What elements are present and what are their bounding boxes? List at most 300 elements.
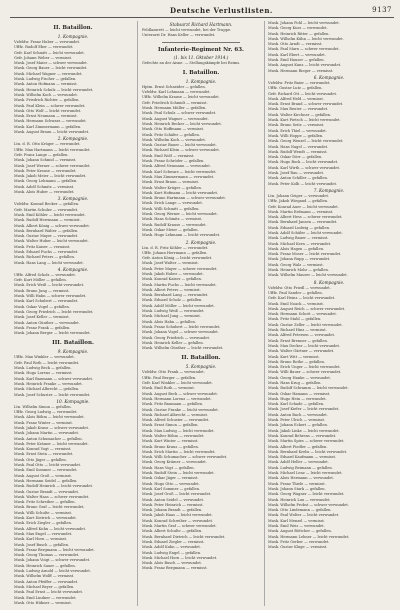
section-heading: III. Bataillon. bbox=[52, 340, 94, 347]
casualty-entry: Musk. Heinrich Lux — verwundet. bbox=[268, 497, 331, 502]
casualty-entry: Ufffz. Gustav Lutz — gefallen. bbox=[268, 86, 323, 91]
casualty-entry: Musk. Josef Kiefer — leicht verwundet. bbox=[268, 407, 340, 412]
section-heading: II. Bataillon. bbox=[53, 25, 93, 31]
casualty-entry: Musk. Max Reuter — verwundet. bbox=[268, 107, 329, 112]
casualty-entry: Musk. Wilhelm Wolff — vermisst. bbox=[14, 574, 75, 579]
casualty-entry: Musk. Georg Thomas — verwundet. bbox=[14, 553, 80, 558]
casualty-entry: Musk. Adolf Möller — leicht verwundet. bbox=[142, 303, 215, 308]
casualty-entry: Musk. Georg Walz — vermisst. bbox=[268, 262, 324, 267]
casualty-entry: Musk. Emil Noack — vermisst. bbox=[268, 301, 324, 306]
casualty-entry: Musk. Franz Schröder — gefallen. bbox=[142, 159, 205, 164]
casualty-entry: Musk. Erich Lange — verwundet. bbox=[142, 201, 204, 206]
casualty-entry: Musk. Karl Schubert — verwundet. bbox=[14, 299, 79, 304]
casualty-entry: Musk. Georg Bauer — leicht verwundet. bbox=[14, 66, 88, 71]
casualty-entry: Musk. Anton Schiller — gefallen. bbox=[268, 176, 329, 181]
casualty-entry: Musk. Hans Vogt — gefallen. bbox=[142, 465, 195, 470]
casualty-entry: Musk. Alois Huber — verwundet. bbox=[14, 190, 75, 195]
casualty-entry: Musk. Anton Hofmann — vermisst. bbox=[14, 82, 78, 87]
casualty-entry: Musk. Georg Wenzel — leicht verwundet. bbox=[268, 139, 344, 144]
casualty-entry: Musk. Gustav Kluge — vermisst. bbox=[268, 545, 328, 550]
casualty-entry: Musk. Peter Ulrich — vermisst. bbox=[268, 418, 326, 423]
casualty-entry: Musk. Josef Werner — schwer verwundet. bbox=[14, 163, 91, 168]
casualty-entry: Musk. Ludwig Fischer — gefallen. bbox=[14, 77, 77, 82]
casualty-entry: Musk. Hermann Schott — verwundet. bbox=[268, 312, 337, 317]
casualty-entry: Musk. Johann Voigt — schwer verwundet. bbox=[14, 558, 91, 563]
casualty-entry: Musk. Michael Jung — vermisst. bbox=[142, 314, 201, 319]
casualty-entry: Musk. Peter Heinrich — vermisst. bbox=[142, 502, 204, 507]
casualty-entry: Musk. August Groß — vermisst. bbox=[14, 473, 72, 478]
casualty-entry: Musk. Franz Frank — gefallen. bbox=[14, 325, 71, 330]
casualty-entry: Musk. Max Zimmermann — verwundet. bbox=[142, 174, 215, 179]
casualty-entry: Musk. Konrad Vogt — vermisst. bbox=[14, 447, 72, 452]
casualty-entry: Musk. Karl Schade — gefallen. bbox=[268, 402, 325, 407]
casualty-entry: Unterarzt Dr. Hans Keller — verwundet. bbox=[142, 33, 216, 38]
section-heading: (1. bis 11. Oktober 1914.) bbox=[173, 54, 229, 60]
casualty-entry: Musk. Oskar Meier — gefallen. bbox=[142, 227, 199, 232]
regiment-heading: Infanterie-Regiment Nr. 63. bbox=[158, 46, 244, 53]
casualty-entry: Musk. Ernst Brand — schwer verwundet. bbox=[268, 102, 344, 107]
casualty-entry: Musk. August Wagner — verwundet. bbox=[142, 116, 209, 121]
casualty-entry: Musk. Anton Pfeiffer — verwundet. bbox=[14, 579, 79, 584]
casualty-entry: Musk. Ludwig Arnold — leicht verwundet. bbox=[14, 569, 92, 574]
casualty-entry: Musk. Wilhelm Maurer — leicht verwundet. bbox=[268, 273, 348, 278]
casualty-entry: Musk. Franz Bergmann — vermisst. bbox=[142, 566, 208, 571]
text-column-3 bbox=[268, 21, 390, 606]
casualty-entry: Musk. Rudolf Stein — leicht verwundet. bbox=[142, 471, 215, 476]
casualty-entry: Musk. August Kunz — leicht verwundet. bbox=[268, 63, 342, 68]
casualty-entry: Musk. Johann Vogel — schwer verwundet. bbox=[142, 330, 219, 335]
section-divider bbox=[162, 42, 240, 43]
casualty-entry: Musk. Franz Thiele — vermisst. bbox=[268, 481, 326, 486]
casualty-entry: Musk. Rudolf Wendt — vermisst. bbox=[268, 149, 328, 154]
casualty-entry: Musk. Richard Klein — schwer verwundet. bbox=[142, 148, 220, 153]
casualty-entry: Musk. Alfred Schuster — verwundet. bbox=[142, 418, 210, 423]
casualty-entry: Musk. Adolf Kuhn — verwundet. bbox=[142, 545, 202, 550]
casualty-entry: Musk. Wilhelm Koch — verwundet. bbox=[14, 92, 78, 97]
casualty-entry: Musk. Hermann Lehner — leicht verwundet. bbox=[268, 534, 350, 539]
casualty-entry: Musk. Kurt Dietrich — verwundet. bbox=[14, 516, 77, 521]
casualty-entry: Musk. Jakob Meier — leicht verwundet. bbox=[14, 174, 87, 179]
casualty-entry: Musk. Hermann Schwarz — verwundet. bbox=[14, 119, 87, 124]
casualty-entry: Musk. Ludwig Weiß — verwundet. bbox=[142, 309, 205, 314]
section-heading: 7. Kompagnie. bbox=[313, 187, 345, 193]
casualty-entry: Vzfeldw. Karl Lehmann — verwundet. bbox=[142, 90, 211, 95]
casualty-entry: Musk. Adolf Schmitz — vermisst. bbox=[14, 184, 75, 189]
header-rule bbox=[10, 17, 394, 18]
casualty-entry: Musk. Josef Keller — vermisst. bbox=[14, 315, 70, 320]
casualty-entry: Musk. Richard Albrecht — vermisst. bbox=[142, 412, 209, 417]
casualty-entry: Musk. Wilhelm Günther — leicht verwundet. bbox=[142, 346, 224, 351]
casualty-entry: Musk. Bruno Rothe — gefallen. bbox=[268, 359, 326, 364]
casualty-entry: Vzfeldw. Franz Huber — verwundet. bbox=[14, 40, 81, 44]
casualty-entry: Musk. Georg Wagner — leicht verwundet. bbox=[268, 492, 345, 497]
section-heading: II. Bataillon. bbox=[181, 355, 221, 362]
casualty-entry: Musk. Alfred Petersen — verwundet. bbox=[268, 333, 336, 338]
casualty-entry: Musk. Oskar Hamann — vermisst. bbox=[268, 391, 331, 396]
casualty-entry: Musk. Peter Krause — verwundet. bbox=[14, 168, 77, 173]
column-divider bbox=[264, 21, 265, 606]
casualty-entry: Musk. Ludwig Beck — gefallen. bbox=[14, 366, 72, 371]
casualty-entry: Musk. Fritz Baumann — gefallen. bbox=[142, 402, 204, 407]
text-column-2 bbox=[142, 21, 260, 606]
casualty-entry: Musk. Emil Hauser — gefallen. bbox=[268, 58, 325, 63]
casualty-entry: Musk. Ludwig Reimann — gefallen. bbox=[268, 465, 333, 470]
casualty-entry: Musk. Bernhard Walter — gefallen. bbox=[14, 228, 79, 233]
casualty-entry: Musk. Willi Schulte — vermisst. bbox=[14, 510, 73, 515]
casualty-entry: Musk. August Böttcher — gefallen. bbox=[268, 529, 332, 534]
casualty-entry: Musk. Franz Schubert — leicht verwundet. bbox=[142, 324, 221, 329]
casualty-entry: Gefr. Konrad Auer — leicht verwundet. bbox=[268, 204, 339, 209]
casualty-entry: Musk. Josef Groß — leicht verwundet. bbox=[142, 492, 212, 497]
casualty-entry: Musk. Eduard Scholz — gefallen. bbox=[142, 298, 203, 303]
casualty-entry: Musk. Ludwig Engel — gefallen. bbox=[142, 550, 202, 555]
casualty-entry: Musk. Bruno Hartmann — schwer verwundet. bbox=[142, 196, 226, 201]
casualty-entry: Musk. Willi Schumacher — schwer verwundet. bbox=[142, 455, 228, 460]
casualty-entry: Musk. Willi Schmitt — gefallen. bbox=[142, 206, 200, 211]
casualty-entry: Musk. Peter Kolb — leicht verwundet. bbox=[268, 181, 338, 186]
casualty-entry: Musk. Eduard Kaufmann — vermisst. bbox=[268, 455, 337, 460]
casualty-entry: Musk. Josef Walter — vermisst. bbox=[142, 261, 199, 266]
casualty-entry: Musk. Adolf Heller — verwundet. bbox=[268, 460, 329, 465]
casualty-entry: Musk. Heinrich Franke — verwundet. bbox=[14, 381, 83, 386]
casualty-entry: Ufffz. Alfred Scholz — verwundet. bbox=[14, 272, 76, 277]
casualty-entry: Gefr. Johann Weber — vermisst. bbox=[14, 55, 73, 60]
casualty-entry: Feldlazarett — leicht verwundet, bei der Truppe. bbox=[142, 28, 232, 32]
casualty-entry: Musk. August Beck — schwer verwundet. bbox=[142, 391, 218, 396]
casualty-entry: Musk. Martin Graf — schwer verwundet. bbox=[142, 524, 217, 529]
casualty-entry: Musk. Otto Hübner — vermisst. bbox=[14, 600, 72, 605]
casualty-entry: Musk. Franz Winter — vermisst. bbox=[14, 420, 73, 425]
casualty-entry: Ufffz. Georg Ludwig — verwundet. bbox=[14, 410, 78, 415]
casualty-entry: Musk. Martin Fuchs — leicht verwundet. bbox=[142, 282, 217, 287]
casualty-entry: Musk. Bruno Seitz — vermisst. bbox=[268, 123, 325, 128]
casualty-entry: Musk. Jakob Haas — leicht verwundet. bbox=[142, 513, 213, 518]
page-header bbox=[10, 4, 392, 18]
casualty-entry: Musk. Erich Thiel — verwundet. bbox=[268, 128, 327, 133]
casualty-entry: Musk. Alfred Neumann — verwundet. bbox=[142, 164, 211, 169]
page-number: 9137 bbox=[372, 6, 392, 14]
casualty-entry: Musk. Bruno Kraus — gefallen. bbox=[142, 444, 199, 449]
casualty-entry: Musk. Emil Roth — vermisst. bbox=[142, 386, 195, 391]
casualty-entry: Gefr. Kurt Möller — gefallen. bbox=[14, 278, 67, 283]
casualty-entry: Gefr. Karl Winkler — leicht verwundet. bbox=[142, 381, 213, 386]
casualty-entry: Gefr. Paul Roth — leicht verwundet. bbox=[14, 360, 80, 365]
casualty-entry: Gefr. Karl Heinz — leicht verwundet. bbox=[268, 296, 336, 301]
casualty-entry: Musk. Hermann Rieger — vermisst. bbox=[268, 68, 334, 73]
casualty-entry: Musk. Fritz Schäfer — gefallen. bbox=[142, 132, 200, 137]
casualty-entry: Musk. Alois Böhm — leicht verwundet. bbox=[14, 415, 85, 420]
casualty-entry: Musk. Johann Pohl — leicht verwundet. bbox=[268, 21, 340, 25]
casualty-entry: Musk. Hermann Seidel — gefallen. bbox=[14, 478, 78, 483]
column-divider bbox=[137, 21, 138, 606]
casualty-entry: Musk. Hugo Lorenz — vermisst. bbox=[14, 371, 73, 376]
casualty-entry: Musk. Richard Hinz — vermisst. bbox=[268, 328, 327, 333]
casualty-entry: Musk. Erich Unger — leicht verwundet. bbox=[268, 365, 341, 370]
casualty-entry: Ufffz. Max Hartmann — leicht verwundet. bbox=[14, 147, 91, 152]
casualty-entry: Musk. Hans Nagel — verwundet. bbox=[268, 144, 329, 149]
casualty-entry: Ltn. d. R. Fritz Köhler — verwundet. bbox=[142, 245, 209, 250]
casualty-entry: Musk. Wilhelm Kühn — leicht verwundet. bbox=[268, 36, 344, 41]
casualty-entry: Musk. Alois Hermann — verwundet. bbox=[268, 476, 334, 481]
casualty-entry: Musk. Rudolf Krause — verwundet. bbox=[142, 222, 207, 227]
casualty-entry: Musk. Hugo Bock — leicht verwundet. bbox=[268, 160, 339, 165]
casualty-entry: Gefr. Martin Schulze — verwundet. bbox=[14, 207, 79, 212]
casualty-entry: Musk. Wilhelm Probst — schwer verwundet. bbox=[268, 502, 349, 507]
section-heading: 2. Kompagnie. bbox=[57, 136, 89, 142]
casualty-entry: Musk. Otto Arndt — vermisst. bbox=[268, 42, 323, 47]
casualty-entry: Musk. Michael Wagner — verwundet. bbox=[14, 71, 83, 76]
casualty-entry: Musk. Rudolf Heinrich — leicht verwundet. bbox=[14, 484, 94, 489]
casualty-entry: Musk. Paul Ernst — leicht verwundet. bbox=[14, 590, 84, 595]
section-heading: 1. Kompagnie. bbox=[57, 34, 89, 39]
casualty-entry: Ufffz. Johann Herrmann — gefallen. bbox=[142, 250, 208, 255]
casualty-entry: Musk. Karl Schwarz — leicht verwundet. bbox=[142, 169, 217, 174]
casualty-entry: Hptm. Ernst Schneider — gefallen. bbox=[142, 84, 206, 89]
casualty-entry: Musk. Hans Lang — leicht verwundet. bbox=[14, 260, 84, 265]
casualty-entry: Musk. Albert König — schwer verwundet. bbox=[14, 223, 91, 228]
casualty-entry: Musk. Martin Erdmann — vermisst. bbox=[268, 209, 334, 214]
casualty-entry: Musk. Hans Krug — gefallen. bbox=[268, 381, 322, 385]
casualty-entry: Musk. Peter Mayer — schwer verwundet. bbox=[142, 266, 218, 271]
casualty-entry: Musk. Martin Spies — schwer verwundet. bbox=[268, 439, 345, 444]
casualty-entry: Musk. Anton Schumacher — gefallen. bbox=[14, 436, 83, 441]
casualty-entry: Musk. Karl Wirth — schwer verwundet. bbox=[268, 165, 341, 170]
section-heading: 5. Kompagnie. bbox=[185, 364, 217, 370]
casualty-entry: Musk. Ernst Stein — verwundet. bbox=[14, 452, 74, 457]
casualty-entry: Musk. Alois Hagen — gefallen. bbox=[268, 246, 325, 251]
casualty-entry: Musk. Friedrich Richter — gefallen. bbox=[14, 98, 80, 103]
casualty-entry: Musk. Fritz Kaiser — vermisst. bbox=[14, 244, 71, 249]
casualty-entry: Musk. Karl Baumann — schwer verwundet. bbox=[14, 376, 94, 381]
casualty-entry: Musk. Adolf Schüler — leicht verwundet. bbox=[268, 230, 343, 235]
casualty-entry: Musk. Michael Beyer — gefallen. bbox=[14, 584, 75, 589]
casualty-entry: Musk. Hermann Müller — gefallen. bbox=[142, 106, 207, 111]
casualty-entry: Ufffz. Jakob Wiegand — gefallen. bbox=[268, 199, 329, 204]
casualty-entry: Musk. Johann Brandt — gefallen. bbox=[142, 508, 203, 513]
casualty-entry: Musk. Josef Maier — schwer verwundet. bbox=[14, 61, 88, 66]
section-heading: 3. Kompagnie. bbox=[57, 196, 89, 202]
casualty-entry: Musk. Michael Horn — leicht verwundet. bbox=[142, 555, 218, 560]
casualty-entry: Musk. Otto Lindemann — gefallen. bbox=[268, 508, 332, 513]
casualty-entry: Musk. Hermann Lorenz — verwundet. bbox=[142, 396, 212, 401]
casualty-entry: Vzfeldw. Fritz Baier — verwundet. bbox=[268, 80, 331, 85]
section-heading: 10. Kompagnie. bbox=[56, 398, 90, 404]
casualty-entry: Musk. Max Decker — leicht verwundet. bbox=[268, 343, 341, 348]
casualty-entry: Musk. Walter Böhm — verwundet. bbox=[142, 434, 205, 438]
casualty-entry: Musk. Georg Krämer — verwundet. bbox=[142, 460, 207, 465]
casualty-entry: Musk. Albert Hess — schwer verwundet. bbox=[268, 215, 343, 220]
casualty-entry: Musk. Bruno Graf — leicht verwundet. bbox=[14, 505, 85, 510]
casualty-entry: Musk. Georg Hanke — verwundet. bbox=[268, 375, 331, 380]
section-heading: 4. Kompagnie. bbox=[57, 266, 89, 272]
casualty-entry: Musk. Hugo Hein — verwundet. bbox=[268, 396, 327, 401]
section-heading: I. Bataillon. bbox=[182, 69, 220, 76]
casualty-entry: Musk. Ernst Simon — gefallen. bbox=[142, 423, 199, 428]
casualty-entry: Musk. Richard Peters — gefallen. bbox=[14, 255, 75, 260]
casualty-entry: Musk. Bernhard Krebs — leicht verwundet. bbox=[268, 449, 348, 454]
casualty-entry: Vzfeldw. Konrad Becker — gefallen. bbox=[14, 202, 80, 207]
casualty-entry: Musk. Johann Martin — verwundet. bbox=[14, 431, 80, 436]
casualty-entry: Musk. Emil Lindner — verwundet. bbox=[14, 595, 77, 600]
casualty-entry: Musk. Kurt Hofmann — leicht verwundet. bbox=[142, 190, 219, 195]
casualty-entry: Musk. Wilhelm Koch — verwundet. bbox=[142, 137, 206, 142]
casualty-entry: Musk. Oskar Jäger — vermisst. bbox=[142, 476, 199, 481]
casualty-entry: Musk. Bruno Jung — vermisst. bbox=[14, 288, 70, 293]
casualty-entry: Musk. Heinrich Mohr — gefallen. bbox=[268, 268, 329, 273]
casualty-entry: Musk. Franz Bergmann — leicht verwundet. bbox=[14, 547, 95, 552]
casualty-entry: Gefr. Richard Ott — leicht verwundet. bbox=[268, 91, 338, 96]
casualty-entry: Vzfeldw. Otto Frank — verwundet. bbox=[142, 370, 205, 375]
casualty-entry: Ltn. Johann Geiger — verwundet. bbox=[268, 193, 330, 198]
section-heading: 9. Kompagnie. bbox=[57, 349, 89, 355]
casualty-entry: Musk. Bernhard Dietrich — leicht verwundet. bbox=[142, 534, 226, 539]
casualty-entry: Musk. Paul Schulz — schwer verwundet. bbox=[142, 111, 217, 116]
casualty-entry: Musk. Willi Bauer — schwer verwundet. bbox=[268, 370, 342, 375]
casualty-entry: Musk. Willi Hoppe — gefallen. bbox=[268, 133, 324, 138]
casualty-entry: Musk. Alfred Kuhn — leicht verwundet. bbox=[14, 526, 87, 531]
casualty-entry: Musk. Gustav Mayer — verwundet. bbox=[14, 234, 79, 239]
section-heading: 6. Kompagnie. bbox=[313, 74, 345, 80]
section-heading: 1. Kompagnie. bbox=[185, 78, 217, 84]
casualty-entry: Musk. Karl Ebert — verwundet. bbox=[268, 52, 326, 57]
casualty-entry: Musk. Ernst Braun — vermisst. bbox=[142, 180, 200, 185]
section-heading: Stabsarzt Richard Hartmann. bbox=[169, 22, 233, 27]
casualty-entry: Musk. Eduard Ziegler — vermisst. bbox=[142, 539, 205, 544]
casualty-entry: Musk. Jakob Huber — verwundet. bbox=[142, 271, 204, 276]
casualty-entry: Musk. Alfred Held — vermisst. bbox=[268, 96, 324, 101]
casualty-entry: Musk. Walter Krüger — gefallen. bbox=[142, 185, 202, 190]
casualty-entry: Musk. Ernst Neumann — vermisst. bbox=[14, 114, 78, 119]
casualty-entry: Musk. Ludwig Bauer — vermisst. bbox=[268, 236, 329, 241]
casualty-entry: Musk. Ernst Brenner — gefallen. bbox=[268, 338, 329, 343]
casualty-entry: Musk. Konrad Kaiser — gefallen. bbox=[142, 277, 202, 282]
casualty-entry: Musk. Anton Seidel — verwundet. bbox=[142, 497, 205, 502]
casualty-entry: Musk. Michael Lenz — leicht verwundet. bbox=[268, 471, 343, 476]
casualty-entry: Musk. Jakob Linke — leicht verwundet. bbox=[268, 428, 340, 433]
casualty-entry: Musk. Heinrich Keller — gefallen. bbox=[142, 340, 204, 345]
casualty-entry: Musk. Hugo Lehmann — leicht verwundet. bbox=[142, 233, 221, 238]
casualty-entry: Musk. Johann Eckert — gefallen. bbox=[268, 423, 328, 428]
casualty-entry: Gefr. Friedrich Schmidt — vermisst. bbox=[142, 100, 208, 105]
casualty-entry: Musk. Hans Schmitz — vermisst. bbox=[142, 217, 203, 222]
casualty-entry: Gefr. Franz Lange — gefallen. bbox=[14, 152, 69, 157]
casualty-entry: Musk. Paul Wolter — leicht verwundet. bbox=[268, 513, 340, 518]
casualty-entry: Musk. Erich Ziegler — gefallen. bbox=[14, 521, 72, 526]
casualty-entry: Musk. Otto Jäger — gefallen. bbox=[14, 457, 67, 462]
casualty-entry: Musk. Kurt Witt — vermisst. bbox=[268, 354, 320, 359]
casualty-entry: Ufffz. Rudolf Eber — verwundet. bbox=[14, 45, 74, 50]
casualty-entry: Musk. Josef Rau — verwundet. bbox=[268, 171, 325, 176]
casualty-entry: Musk. Alois Busch — verwundet. bbox=[142, 561, 202, 566]
casualty-entry: Ltn. d. R. Otto Krüger — verwundet. bbox=[14, 142, 81, 147]
casualty-entry: Musk. Franz Moser — leicht verwundet. bbox=[268, 252, 342, 257]
casualty-entry: Ufffz. Paul Sander — gefallen. bbox=[268, 290, 323, 295]
casualty-entry: Musk. August Reich — schwer verwundet. bbox=[268, 306, 346, 311]
casualty-entry: Musk. Gustav Bauer — leicht verwundet. bbox=[142, 143, 217, 148]
section-heading: 8. Kompagnie. bbox=[313, 279, 345, 285]
casualty-entry: Musk. Fritz Stahl — gefallen. bbox=[268, 317, 322, 322]
casualty-entry: Musk. Peter Krämer — leicht verwundet. bbox=[14, 441, 89, 446]
casualty-entry: Musk. Bernhard Lang — verwundet. bbox=[142, 293, 209, 298]
casualty-entry: Musk. Otto Wolf — leicht verwundet. bbox=[14, 108, 82, 113]
casualty-entry: Musk. Kurt Pietsch — leicht verwundet. bbox=[268, 118, 341, 123]
casualty-entry: Musk. Karl Zimmermann — gefallen. bbox=[14, 124, 82, 129]
casualty-entry: Musk. Gustav Franke — leicht verwundet. bbox=[142, 407, 219, 412]
casualty-entry: Musk. Albert Fiedler — gefallen. bbox=[268, 444, 328, 449]
casualty-entry: Musk. Fritz Gerber — verwundet. bbox=[268, 539, 330, 544]
casualty-entry: Musk. Josef Schuster — leicht verwundet. bbox=[14, 392, 91, 397]
casualty-entry: Musk. Willi Hahn — schwer verwundet. bbox=[14, 294, 87, 299]
casualty-entry: Musk. Max Engel — verwundet. bbox=[14, 531, 73, 536]
casualty-entry: Musk. Georg Friedrich — verwundet. bbox=[142, 335, 211, 340]
text-column-1 bbox=[14, 21, 132, 606]
casualty-entry: Musk. Georg Friedrich — leicht verwundet. bbox=[14, 309, 94, 314]
casualty-entry: Musk. Walter Gärtner — verwundet. bbox=[268, 349, 335, 354]
casualty-entry: Musk. Konrad Behrens — verwundet. bbox=[268, 433, 337, 438]
casualty-entry: Musk. Karl Menzel — vermisst. bbox=[268, 518, 326, 523]
casualty-entry: Musk. Gustav Zeller — leicht verwundet. bbox=[268, 322, 343, 327]
casualty-entry: Musk. Emil Sommer — verwundet. bbox=[14, 468, 78, 473]
casualty-entry: Musk. Emil Wolf — vermisst. bbox=[142, 153, 195, 158]
casualty-entry: Musk. Otto Hoffmann — vermisst. bbox=[142, 127, 205, 132]
casualty-entry: Musk. Paul Otto — leicht verwundet. bbox=[14, 463, 82, 468]
casualty-entry: Musk. Johann Berger — leicht verwundet. bbox=[14, 331, 91, 336]
casualty-entry: Musk. Paul Marx — schwer verwundet. bbox=[268, 47, 340, 52]
casualty-entry: Musk. Hugo Otto — verwundet. bbox=[142, 481, 200, 486]
casualty-entry: Musk. Jakob Kraus — schwer verwundet. bbox=[14, 426, 90, 430]
casualty-entry: Musk. Erich Weiß — leicht verwundet. bbox=[14, 283, 85, 288]
casualty-entry: Musk. Erich Martin — leicht verwundet. bbox=[142, 449, 216, 454]
casualty-entry: Musk. Emil Köhler — leicht verwundet. bbox=[14, 212, 86, 217]
casualty-entry: Musk. Heinrich Ritter — gefallen. bbox=[268, 31, 330, 36]
casualty-entry: Gefechte an der Aisne. — Stellungskämpfe bei Reims. bbox=[142, 60, 241, 65]
casualty-entry: Gefr. Karl Schmitt — leicht verwundet. bbox=[14, 50, 85, 55]
section-heading: 2. Kompagnie. bbox=[185, 239, 217, 245]
casualty-entry: Musk. Konrad Schreiber — verwundet. bbox=[142, 518, 214, 523]
casualty-entry: Musk. Rudolf Schramm — leicht verwundet. bbox=[268, 386, 349, 391]
casualty-entry: Musk. Paul Klein — schwer verwundet. bbox=[14, 103, 86, 108]
casualty-entry: Ufffz. Paul Berger — gefallen. bbox=[142, 375, 197, 380]
casualty-entry: Musk. Albert Peters — vermisst. bbox=[142, 287, 201, 292]
casualty-entry: Musk. Emil Weis — verwundet. bbox=[268, 524, 325, 529]
casualty-entry: Ufffz. Wilhelm Krause — leicht verwundet. bbox=[142, 95, 220, 100]
casualty-entry: Musk. Josef Busch — gefallen. bbox=[14, 542, 70, 547]
casualty-entry: Musk. Georg Kurz — verwundet. bbox=[268, 26, 328, 31]
casualty-entry: Musk. Rudolf Herrmann — vermisst. bbox=[14, 218, 81, 223]
casualty-entry: Musk. Karl Horn — vermisst. bbox=[14, 537, 68, 542]
page-title: Deutsche Verlustlisten. bbox=[170, 6, 273, 15]
casualty-entry: Musk. Johann Stark — gefallen. bbox=[268, 486, 326, 491]
casualty-entry: Musk. Georg Lehmann — gefallen. bbox=[14, 179, 78, 184]
casualty-entry: Musk. Oskar Dörr — gefallen. bbox=[268, 155, 323, 160]
casualty-entry: Musk. Georg Werner — leicht verwundet. bbox=[142, 212, 218, 217]
casualty-entry: Musk. Albert Schulte — gefallen. bbox=[142, 529, 203, 534]
casualty-entry: Musk. Walter Kirchner — gefallen. bbox=[268, 112, 332, 117]
casualty-entry: Musk. Kurt Winter — vermisst. bbox=[142, 439, 199, 444]
casualty-entry: Musk. Max Ludwig — leicht verwundet. bbox=[142, 428, 215, 433]
casualty-entry: Musk. Eduard Fuchs — verwundet. bbox=[14, 249, 79, 254]
casualty-entry: Vzfeldw. Otto Friedl — verwundet. bbox=[268, 285, 331, 290]
casualty-entry: Ltn. Wilhelm Simon — gefallen. bbox=[14, 404, 72, 409]
casualty-entry: Musk. Alois Hahn — gefallen. bbox=[142, 319, 196, 324]
casualty-entry: Musk. Heinrich Schulz — leicht verwundet. bbox=[14, 87, 94, 92]
casualty-entry: Musk. Anton Bach — verwundet. bbox=[268, 412, 328, 417]
casualty-entry: Musk. Eduard Ludwig — gefallen. bbox=[268, 225, 331, 230]
casualty-entry: Musk. Johann Schmid — vermisst. bbox=[14, 158, 77, 163]
casualty-entry: Musk. Heinrich Sauer — gefallen. bbox=[14, 563, 76, 568]
casualty-entry: Musk. Oskar Vogel — gefallen. bbox=[14, 304, 70, 309]
casualty-entry: Ufffz. Max Winkler — verwundet. bbox=[14, 355, 75, 360]
